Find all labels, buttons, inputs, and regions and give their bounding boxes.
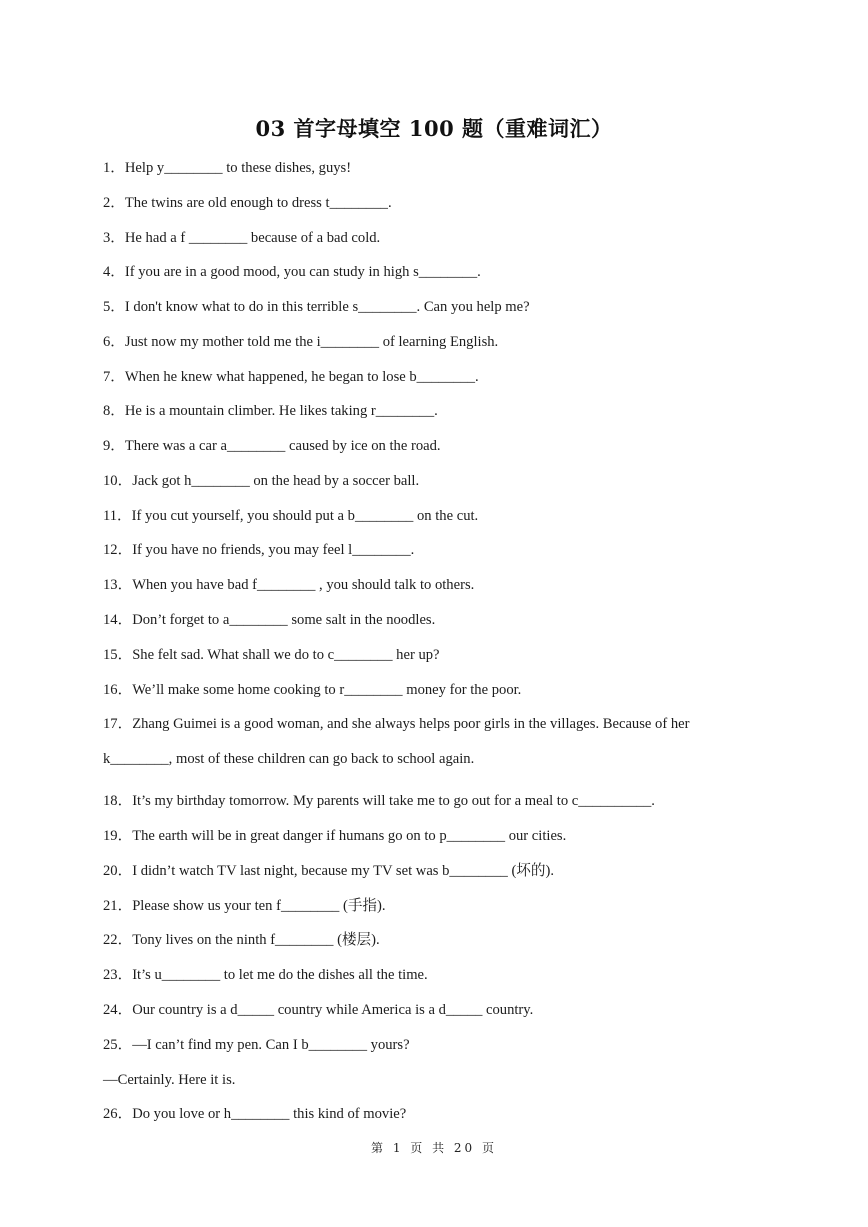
question-8: 8．He is a mountain climber. He likes taking r________. bbox=[103, 403, 438, 419]
question-4: 4．If you are in a good mood, you can study in high s________. bbox=[103, 264, 481, 280]
question-9: 9．There was a car a________ caused by ice on the road. bbox=[103, 438, 441, 454]
question-7: 7．When he knew what happened, he began to lose b________. bbox=[103, 369, 479, 385]
question-20: 20．I didn’t watch TV last night, because my TV set was b________ (坏的). bbox=[103, 863, 555, 879]
question-2: 2．The twins are old enough to dress t________. bbox=[103, 195, 392, 211]
question-6: 6．Just now my mother told me the i________ of learning English. bbox=[103, 334, 499, 350]
question-16: 16．We’ll make some home cooking to r________ money for the poor. bbox=[103, 682, 522, 698]
page-title: 03 首字母填空 100 题（重难词汇） bbox=[255, 116, 613, 141]
question-17: 17．Zhang Guimei is a good woman, and she always helps poor girls in the villages. Because of her bbox=[103, 716, 690, 732]
question-22: 22．Tony lives on the ninth f________ (楼层). bbox=[103, 932, 380, 948]
question-11: 11．If you cut yourself, you should put a b________ on the cut. bbox=[103, 508, 479, 524]
question-15: 15．She felt sad. What shall we do to c________ her up? bbox=[103, 647, 440, 663]
question-5: 5．I don't know what to do in this terrible s________. Can you help me? bbox=[103, 299, 530, 315]
question-26: 26．Do you love or h________ this kind of movie? bbox=[103, 1106, 407, 1122]
question-14: 14．Don’t forget to a________ some salt in the noodles. bbox=[103, 612, 436, 628]
question-13: 13．When you have bad f________ , you should talk to others. bbox=[103, 577, 475, 593]
question-21: 21．Please show us your ten f________ (手指). bbox=[103, 898, 386, 914]
question-10: 10．Jack got h________ on the head by a soccer ball. bbox=[103, 473, 420, 489]
question-17-continued: k________, most of these children can go back to school again. bbox=[103, 751, 475, 767]
question-12: 12．If you have no friends, you may feel l________. bbox=[103, 542, 415, 558]
question-25-answer: —Certainly. Here it is. bbox=[103, 1072, 236, 1088]
question-25: 25．—I can’t find my pen. Can I b________ yours? bbox=[103, 1037, 410, 1053]
question-23: 23．It’s u________ to let me do the dishes all the time. bbox=[103, 967, 428, 983]
question-24: 24．Our country is a d_____ country while America is a d_____ country. bbox=[103, 1002, 534, 1018]
question-1: 1．Help y________ to these dishes, guys! bbox=[103, 160, 352, 176]
question-19: 19．The earth will be in great danger if humans go on to p________ our cities. bbox=[103, 828, 567, 844]
page-footer: 第 1 页 共 20 页 bbox=[371, 1141, 497, 1155]
question-18: 18．It’s my birthday tomorrow. My parents will take me to go out for a meal to c__________. bbox=[103, 793, 655, 809]
question-3: 3．He had a f ________ because of a bad cold. bbox=[103, 230, 381, 246]
